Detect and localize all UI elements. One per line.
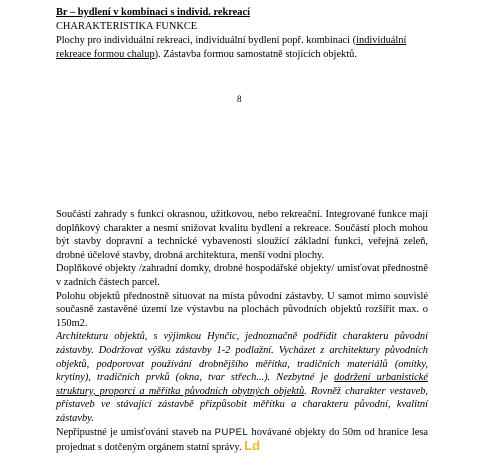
paragraph-prohibited-text-b: hovávané objekty do 50m od hranice lesa projednat s dotčeným orgánem statní správy. [56, 426, 428, 454]
paragraph-architecture-text-a: Architekturu objektů, s výjimkou Hynčic, jednoznačně podřídit charakteru původní zástavby. Dodržovat výšku zástavby 1-2 podlažní. Vycházet z architektury původních objektů, podporovat používání drobnějšího měřítka, tradičních materiálů (omítky, krytiny), tradičních prvků (okna, tvar střech...). Nezbytné je [56, 331, 428, 384]
paragraph-secondary-objects: Doplňkové objekty /zahradní domky, drobné hospodářské objekty/ umisťovat přednostně v zadních částech parcel. [56, 263, 428, 288]
function-description [56, 34, 428, 61]
body-text [56, 208, 428, 455]
pupel-overlay: PUPEL [214, 426, 249, 438]
watermark-logo: Ld [244, 438, 261, 454]
paragraph-garden: Součástí zahrady s funkcí okrasnou, užitkovou, nebo rekreační. Integrované funkce mají doplňkový charakter a nesmí snižovat kvalitu bydlení a rekreace. Součástí ploch mohou být stavby dopravní a technické vybavenosti sloužící základní funkci, veřejná zeleň, drobné účelové stavby, drobná architektura, menší vodní plochy. [56, 209, 428, 261]
paragraph-prohibited [56, 426, 428, 455]
paragraph-architecture-link: dodržení urbanistické struktury, proporcí a měřítka původních obytných objektů [56, 372, 428, 397]
paragraph-placement: Polohu objektů přednostně situovat na místa původní zástavby. U samot mimo souvislé současně zastavěné území lze výstavbu na plochách původních objektů rozšířit max. o 150m2. [56, 290, 428, 329]
paragraph-prohibited-text-a: Nepřípustné je umisťování staveb na [56, 426, 215, 438]
function-description-link: individuální rekreace formou chalup [56, 35, 407, 60]
section-subtitle: CHARAKTERISTIKA FUNKCE [56, 21, 198, 32]
function-description-text-b: ). Zástavba formou samostatně stojících objektů. [154, 48, 357, 60]
paragraph-architecture [56, 330, 428, 425]
page-number: 8 [237, 94, 242, 104]
section-title: Br – bydlení v kombinaci s individ. rekreací [56, 7, 250, 18]
function-description-text-a: Plochy pro individuální rekreaci, individuální bydlení popř. kombinaci ( [56, 35, 357, 46]
paragraph-architecture-text-b: . Rovněž charakter vestaveb, přístaveb ve stávající zástavbě přizpůsobit měřítku a charakteru původní, kvalitní zástavby. [56, 385, 428, 424]
